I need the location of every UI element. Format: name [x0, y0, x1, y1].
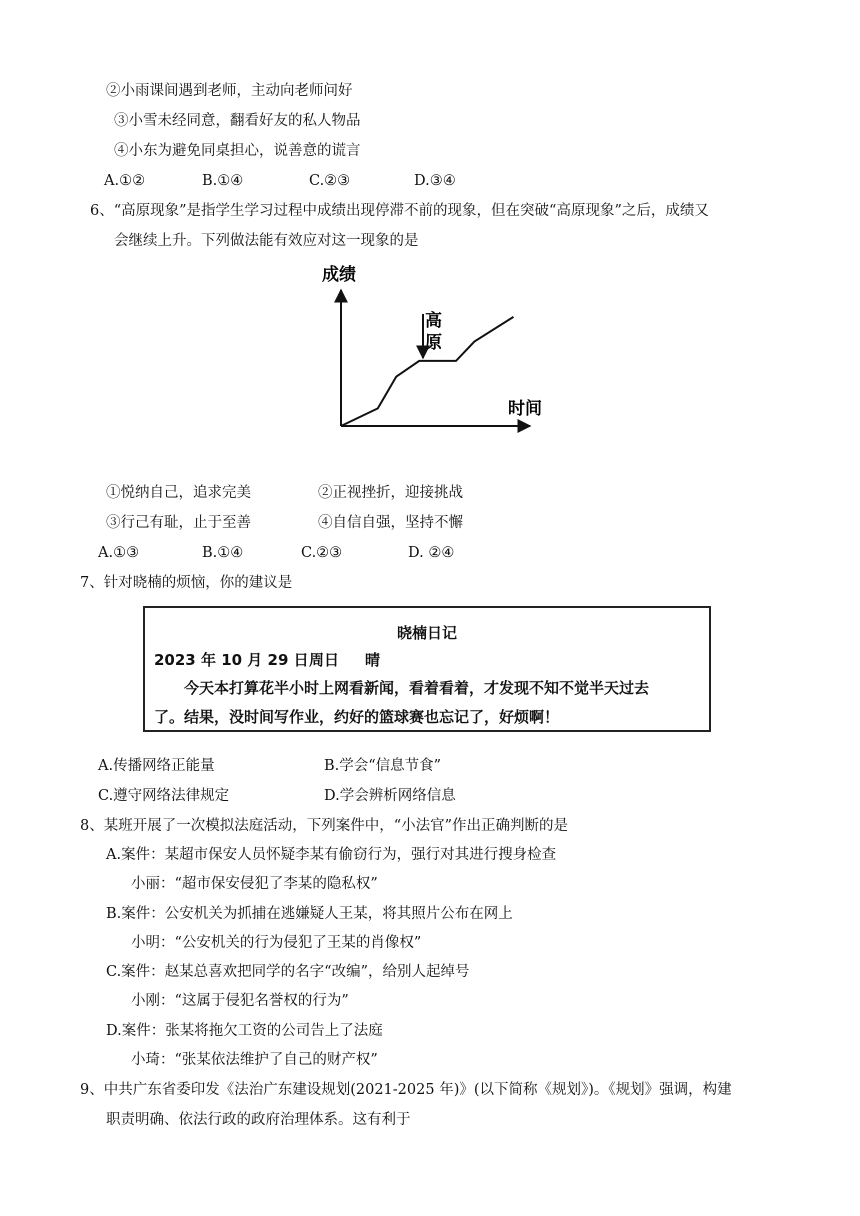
q6-stem-line1: 6、“高原现象”是指学生学习过程中成绩出现停滞不前的现象，但在突破“高原现象”之后，成绩又	[90, 203, 709, 219]
q5-options	[104, 171, 456, 191]
q8-case-b: B.案件：公安机关为抓捕在逃嫌疑人王某，将其照片公布在网上	[106, 906, 513, 922]
q8-case-a: A.案件：某超市保安人员怀疑李某有偷窃行为，强行对其进行搜身检查	[106, 847, 557, 863]
q9-stem-line2: 职责明确、依法行政的政府治理体系。这有利于	[106, 1112, 411, 1128]
q5-item-3: ③小雪未经同意，翻看好友的私人物品	[114, 113, 361, 129]
q6-item-4: ④自信自强，坚持不懈	[318, 515, 463, 531]
plateau-chart	[318, 262, 548, 442]
q7-option-b: B.学会“信息节食”	[324, 758, 442, 774]
q6-item-2: ②正视挫折，迎接挑战	[318, 485, 463, 501]
q8-case-c: C.案件：赵某总喜欢把同学的名字“改编”，给别人起绰号	[106, 964, 470, 980]
q7-option-a: A.传播网络正能量	[98, 758, 215, 774]
option-c: C.②③	[301, 545, 343, 561]
option-a: A.①②	[104, 173, 146, 189]
diary-line1: 今天本打算花半小时上网看新闻，看着看着，才发现不知不觉半天过去	[184, 679, 650, 697]
option-c: C.②③	[309, 173, 351, 189]
x-axis-label: 时间	[508, 399, 542, 419]
diary-weekday: 周日	[309, 651, 340, 669]
option-b: B.①④	[202, 173, 244, 189]
q8-judge-a: 小丽：“超市保安侵犯了李某的隐私权”	[131, 876, 378, 892]
option-d: D. ②④	[408, 545, 455, 561]
q8-case-d: D.案件：张某将拖欠工资的公司告上了法庭	[106, 1023, 383, 1039]
q7-option-c: C.遵守网络法律规定	[98, 788, 230, 804]
q6-stem-line2: 会继续上升。下列做法能有效应对这一现象的是	[114, 233, 419, 249]
q8-judge-b: 小明：“公安机关的行为侵犯了王某的肖像权”	[131, 935, 422, 951]
q8-stem: 8、某班开展了一次模拟法庭活动，下列案件中，“小法官”作出正确判断的是	[80, 818, 569, 834]
diary-weather: 晴	[365, 651, 381, 669]
q9-stem-line1: 9、中共广东省委印发《法治广东建设规划(2021-2025 年)》(以下简称《规划》)。《规划》强调，构建	[80, 1082, 732, 1098]
option-b: B.①④	[202, 545, 244, 561]
diary-date-row	[154, 649, 380, 670]
plateau-label-char2: 原	[425, 333, 442, 353]
diary-line2: 了。结果，没时间写作业，约好的篮球赛也忘记了，好烦啊！	[154, 708, 560, 726]
plateau-label-char1: 高	[425, 311, 442, 331]
diary-date: 2023 年 10 月 29 日	[154, 651, 309, 669]
q8-judge-d: 小琦：“张某依法维护了自己的财产权”	[131, 1052, 378, 1068]
diary-title: 晓楠日记	[396, 624, 457, 642]
q6-item-1: ①悦纳自己，追求完美	[106, 485, 251, 501]
q6-options	[98, 543, 454, 563]
diary-box	[143, 606, 711, 732]
q7-option-d: D.学会辨析网络信息	[324, 788, 456, 804]
option-a: A.①③	[98, 545, 140, 561]
q5-item-2: ②小雨课间遇到老师，主动向老师问好	[106, 83, 353, 99]
q6-item-3: ③行己有耻，止于至善	[106, 515, 251, 531]
diary-body	[154, 674, 699, 732]
option-d: D.③④	[414, 173, 456, 189]
q8-judge-c: 小刚：“这属于侵犯名誉权的行为”	[131, 993, 349, 1009]
y-axis-label: 成绩	[322, 265, 356, 285]
q7-stem: 7、针对晓楠的烦恼，你的建议是	[80, 575, 293, 591]
q5-item-4: ④小东为避免同桌担心，说善意的谎言	[114, 143, 361, 159]
